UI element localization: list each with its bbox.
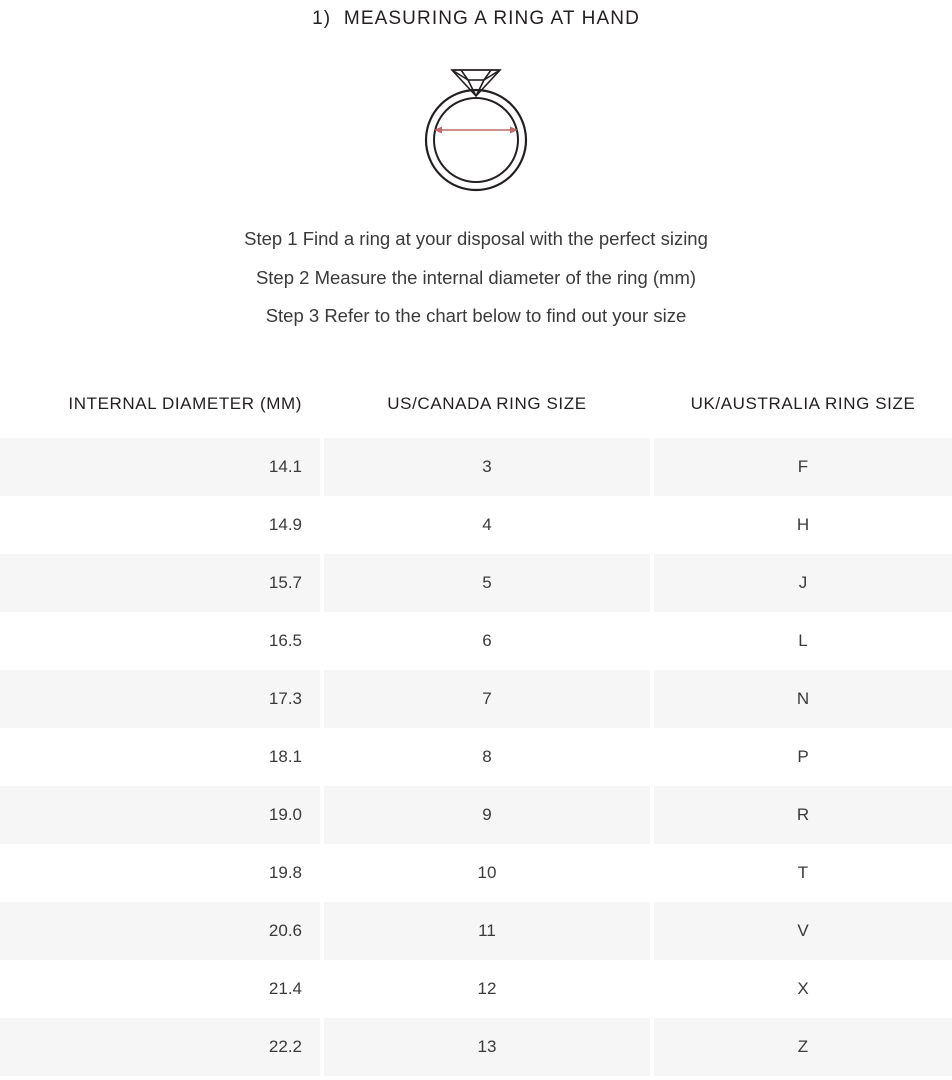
table-header-row: [0, 380, 952, 438]
step-line-1: Step 1 Find a ring at your disposal with the perfect sizing: [244, 228, 708, 249]
cell-internal-diameter: 19.0: [0, 786, 322, 844]
table-row: [0, 554, 952, 612]
cell-uk-australia-size: X: [652, 960, 952, 1018]
cell-uk-australia-size: T: [652, 844, 952, 902]
cell-internal-diameter: 14.9: [0, 496, 322, 554]
table-row: [0, 902, 952, 960]
cell-internal-diameter: 20.6: [0, 902, 322, 960]
cell-internal-diameter: 21.4: [0, 960, 322, 1018]
diameter-arrow: [434, 127, 518, 134]
cell-uk-australia-size: V: [652, 902, 952, 960]
cell-us-canada-size: 7: [322, 670, 652, 728]
cell-us-canada-size: 6: [322, 612, 652, 670]
ring-size-table: [0, 380, 952, 1076]
step-line-3: Step 3 Refer to the chart below to find out your size: [265, 305, 687, 326]
cell-uk-australia-size: L: [652, 612, 952, 670]
cell-internal-diameter: 16.5: [0, 612, 322, 670]
ring-inner-circle: [434, 98, 518, 182]
step-line-2: Step 2 Measure the internal diameter of the ring (mm): [255, 266, 697, 288]
cell-uk-australia-size: H: [652, 496, 952, 554]
column-header-uk-australia: UK/AUSTRALIA RING SIZE: [652, 380, 952, 438]
table-row: [0, 438, 952, 496]
cell-internal-diameter: 22.2: [0, 1018, 322, 1076]
cell-uk-australia-size: P: [652, 728, 952, 786]
table-row: [0, 960, 952, 1018]
steps-list: [0, 220, 952, 336]
cell-us-canada-size: 4: [322, 496, 652, 554]
cell-uk-australia-size: F: [652, 438, 952, 496]
cell-internal-diameter: 15.7: [0, 554, 322, 612]
cell-uk-australia-size: R: [652, 786, 952, 844]
cell-internal-diameter: 14.1: [0, 438, 322, 496]
column-header-us-canada: US/CANADA RING SIZE: [322, 380, 652, 438]
ring-diagram: [0, 52, 952, 192]
cell-us-canada-size: 13: [322, 1018, 652, 1076]
table-row: [0, 612, 952, 670]
table-row: [0, 1018, 952, 1076]
page-title: 1) MEASURING A RING AT HAND: [312, 8, 640, 29]
ring-outer-circle: [426, 90, 526, 190]
cell-uk-australia-size: J: [652, 554, 952, 612]
cell-us-canada-size: 10: [322, 844, 652, 902]
cell-internal-diameter: 18.1: [0, 728, 322, 786]
table-row: [0, 728, 952, 786]
cell-us-canada-size: 12: [322, 960, 652, 1018]
cell-internal-diameter: 19.8: [0, 844, 322, 902]
cell-us-canada-size: 11: [322, 902, 652, 960]
table-row: [0, 844, 952, 902]
cell-us-canada-size: 3: [322, 438, 652, 496]
cell-uk-australia-size: N: [652, 670, 952, 728]
cell-us-canada-size: 8: [322, 728, 652, 786]
cell-uk-australia-size: Z: [652, 1018, 952, 1076]
cell-us-canada-size: 5: [322, 554, 652, 612]
table-row: [0, 496, 952, 554]
cell-internal-diameter: 17.3: [0, 670, 322, 728]
ring-illustration-svg: [376, 52, 576, 192]
table-row: [0, 670, 952, 728]
table-row: [0, 786, 952, 844]
cell-us-canada-size: 9: [322, 786, 652, 844]
column-header-internal-diameter: INTERNAL DIAMETER (MM): [0, 380, 322, 438]
